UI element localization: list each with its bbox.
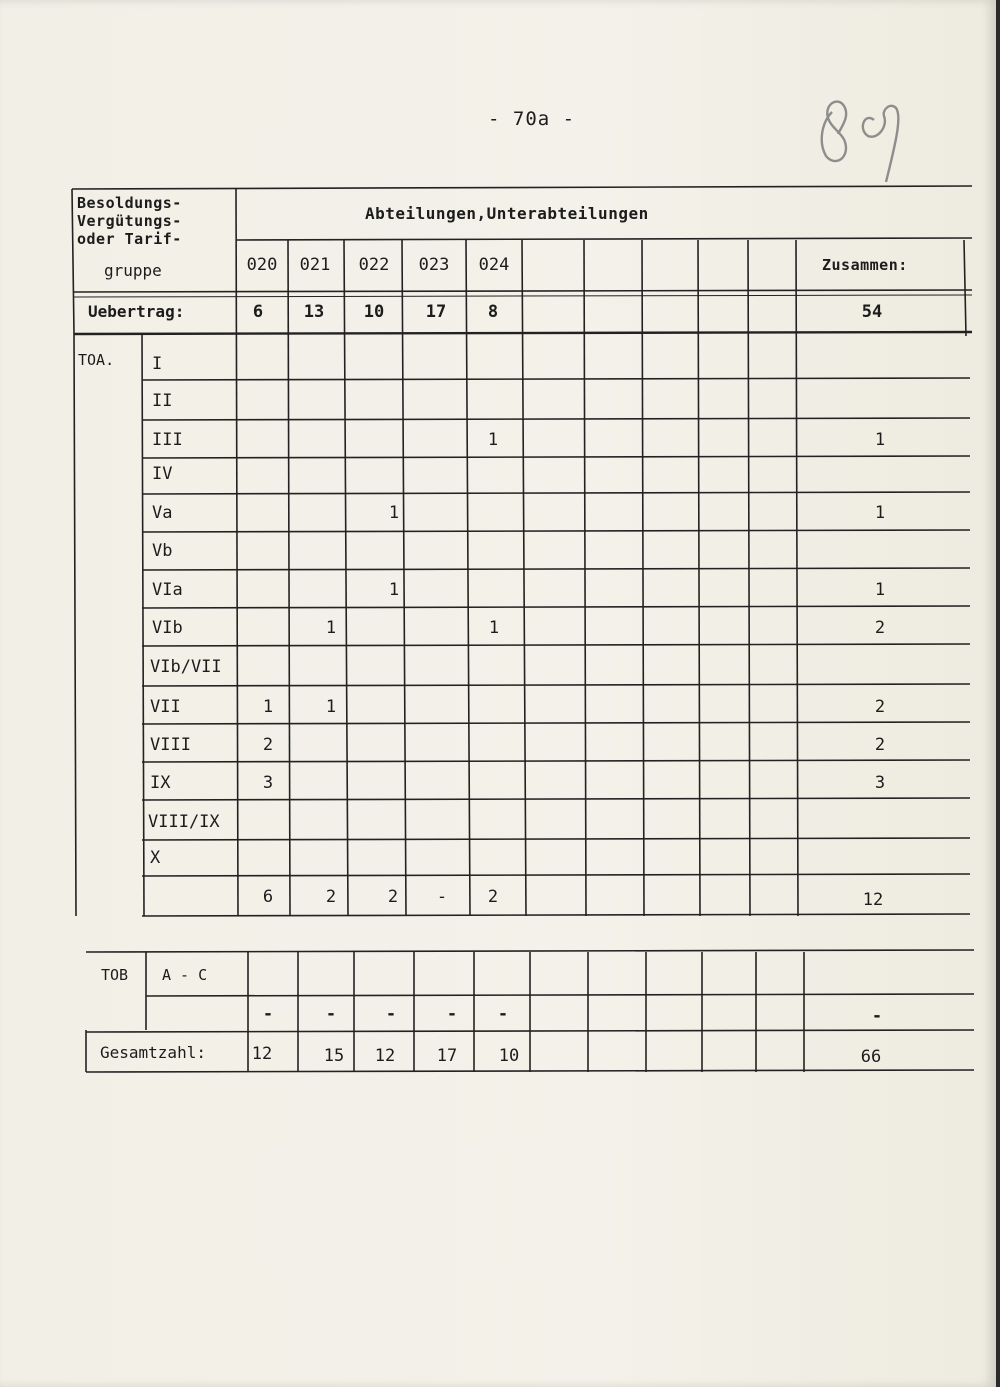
grade-vib-024: 1 [488,618,500,638]
grade-vib-total: 2 [874,618,886,638]
grade-iii: III [152,430,183,450]
column-header-023: 023 [418,255,450,275]
toa-subtotal-021: 2 [325,887,337,907]
page-number: - 70a - [488,108,576,130]
grade-iv: IV [152,464,173,484]
grade-va-022: 1 [388,503,400,523]
grade-ix-020: 3 [262,773,274,793]
tob-subtotal-021: - [325,1004,337,1024]
grade-vii-020: 1 [262,697,274,717]
grade-va-total: 1 [874,503,886,523]
grade-iii-total: 1 [874,430,886,450]
grade-viii-020: 2 [262,735,274,755]
toa-subtotal-020: 6 [262,887,274,907]
grade-vib: VIb [152,618,183,638]
tob-subtotal-023: - [446,1004,458,1024]
tob-subtotal-024: - [497,1004,509,1024]
tob-subtotal-020: - [262,1004,274,1024]
column-header-021: 021 [299,255,331,275]
departments-label: Abteilungen,Unterabteilungen [365,204,649,223]
grand-total-label: Gesamtzahl: [100,1043,206,1062]
grand-total-020: 12 [251,1044,273,1064]
grade-ii: II [152,391,173,411]
grade-via-022: 1 [388,580,400,600]
grand-total-023: 17 [436,1046,458,1066]
group-label-line-4: gruppe [104,261,162,280]
grand-total-024: 10 [498,1046,520,1066]
grade-viii-total: 2 [874,735,886,755]
grand-total-total: 66 [860,1047,882,1067]
carryover-023: 17 [425,302,447,322]
carryover-021: 13 [303,302,325,322]
column-header-022: 022 [358,255,390,275]
carryover-label: Uebertrag: [88,302,185,321]
group-label-line-1: Besoldungs- [77,194,182,212]
toa-label: TOA. [78,351,115,369]
carryover-022: 10 [363,302,385,322]
carryover-024: 8 [487,302,499,322]
grade-viii: VIII [150,735,191,755]
total-column-header: Zusammen: [822,256,908,274]
tob-subtotal-total: - [871,1006,883,1026]
grade-vii-total: 2 [874,697,886,717]
carryover-020: 6 [252,302,264,322]
group-label-line-3: oder Tarif- [77,230,182,248]
tob-grade: A - C [162,966,208,984]
grade-vii: VII [150,697,181,717]
grade-vii-021: 1 [325,697,337,717]
toa-subtotal-024: 2 [487,887,499,907]
grade-ix-total: 3 [874,773,886,793]
carryover-total: 54 [861,302,883,322]
tob-subtotal-022: - [385,1004,397,1024]
grade-i: I [152,354,163,374]
grade-va: Va [152,503,173,523]
grade-viii-ix: VIII/IX [148,812,220,832]
column-header-024: 024 [478,255,510,275]
grade-via-total: 1 [874,580,886,600]
grade-vb: Vb [152,541,173,561]
group-label-line-2: Vergütungs- [77,212,182,230]
toa-subtotal-023: - [436,887,448,907]
grade-via: VIa [152,580,183,600]
grade-vib-021: 1 [325,618,337,638]
grade-iii-024: 1 [487,430,499,450]
tob-label: TOB [101,966,129,984]
toa-subtotal-022: 2 [387,887,399,907]
grade-x: X [150,848,161,868]
grade-ix: IX [150,773,171,793]
toa-subtotal-total: 12 [862,890,884,910]
column-header-020: 020 [246,255,278,275]
grade-vib-vii: VIb/VII [150,657,222,677]
grand-total-022: 12 [374,1046,396,1066]
grand-total-021: 15 [323,1046,345,1066]
